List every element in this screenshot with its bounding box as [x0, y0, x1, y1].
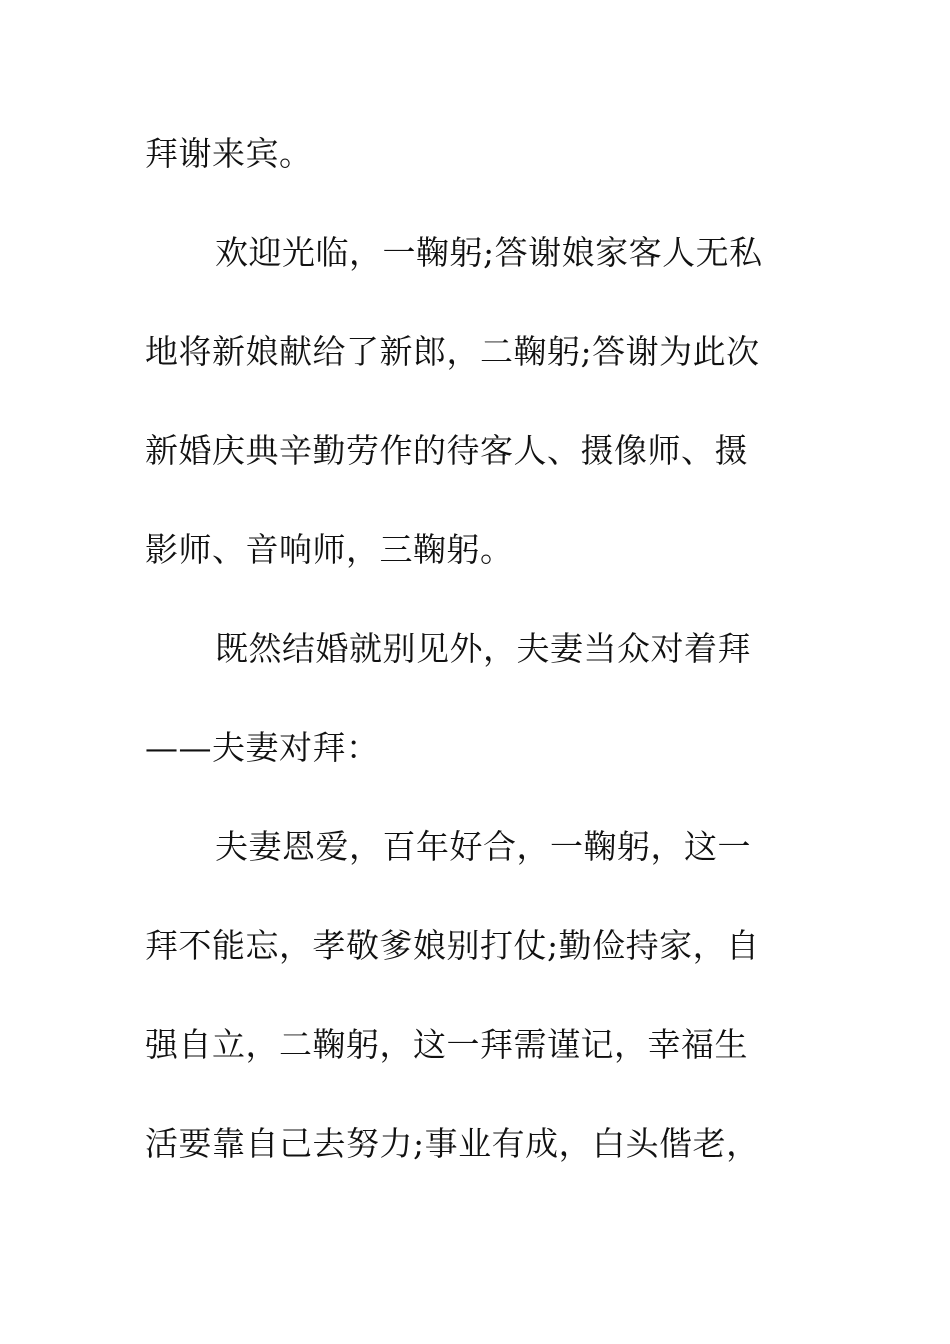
text-line-9: 拜不能忘，孝敬爹娘别打仗;勤俭持家，自 [145, 926, 760, 965]
text-line-10: 强自立，二鞠躬，这一拜需谨记，幸福生 [145, 1025, 748, 1064]
document-body [145, 118, 805, 1207]
text-line-5: 影师、音响师，三鞠躬。 [145, 530, 514, 569]
text-line-7: ——夫妻对拜： [145, 728, 380, 767]
text-line-1: 拜谢来宾。 [145, 134, 313, 173]
text-line-8: 夫妻恩爱，百年好合，一鞠躬，这一 [215, 827, 751, 866]
text-line-2: 欢迎光临，一鞠躬;答谢娘家客人无私 [215, 233, 763, 272]
text-line-3: 地将新娘献给了新郎，二鞠躬;答谢为此次 [145, 332, 760, 371]
text-line-6: 既然结婚就别见外，夫妻当众对着拜 [215, 629, 751, 668]
text-line-11: 活要靠自己去努力;事业有成，白头偕老， [145, 1124, 760, 1163]
text-line-4: 新婚庆典辛勤劳作的待客人、摄像师、摄 [145, 431, 748, 470]
